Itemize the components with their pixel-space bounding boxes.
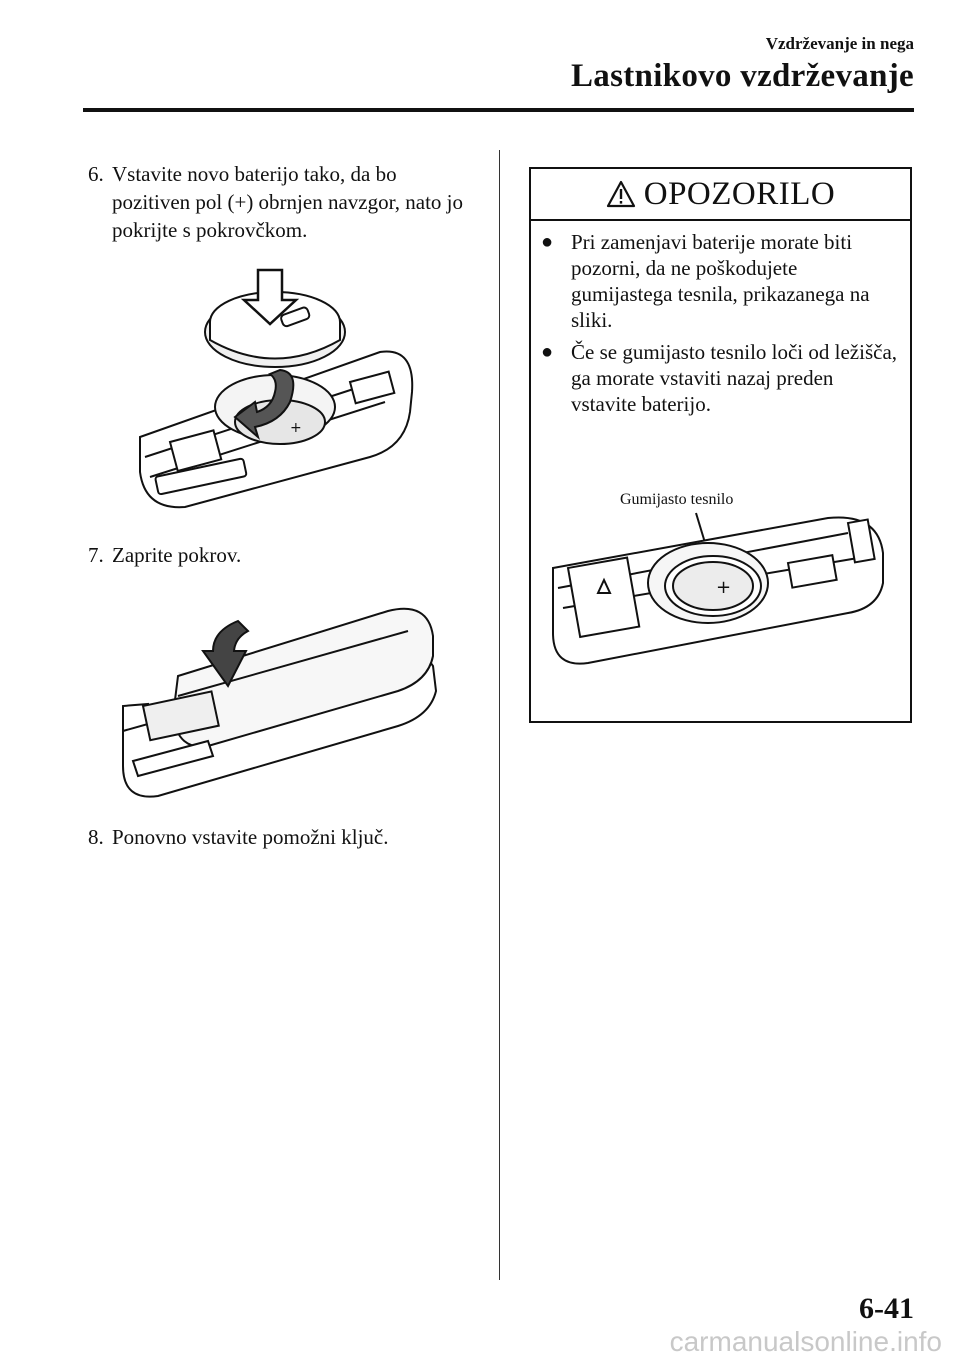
section-name: Vzdrževanje in nega (765, 34, 914, 53)
close-cover-illustration (118, 596, 438, 801)
rubber-seal-illustration (548, 508, 888, 668)
step-text: Ponovno vstavite pomožni ključ. (112, 825, 389, 849)
svg-text:+: + (716, 577, 732, 598)
warning-bullet (541, 339, 901, 417)
step-8 (88, 823, 478, 851)
header-divider (83, 108, 914, 112)
warning-title: OPOZORILO (643, 175, 836, 212)
battery-insert-illustration (130, 262, 420, 512)
page-title: Lastnikovo vzdrževanje (571, 58, 914, 94)
bullet-icon: ● (541, 341, 554, 363)
warning-header (531, 169, 910, 221)
seal-callout-label: Gumijasto tesnilo (620, 491, 734, 508)
watermark: carmanualsonline.info (669, 1326, 942, 1357)
bullet-text: Pri zamenjavi baterije morate biti pozorni, da ne poškodujete gumijastega tesnila, prikazanega na sliki. (571, 230, 870, 332)
bullet-text: Če se gumijasto tesnilo loči od ležišča, ga morate vstaviti nazaj preden vstavite baterijo. (571, 340, 898, 416)
bullet-icon: ● (541, 231, 554, 253)
step-7 (88, 541, 478, 569)
step-text: Vstavite novo baterijo tako, da bo pozitiven pol (+) obrnjen navzgor, nato jo pokrijte s pokrovčkom. (112, 162, 463, 242)
page-number: 6-41 (859, 1292, 914, 1325)
step-number: 6. (88, 162, 104, 186)
step-number: 8. (88, 825, 104, 849)
svg-text:+: + (290, 420, 302, 436)
warning-triangle-icon (606, 180, 636, 208)
step-text: Zaprite pokrov. (112, 543, 242, 567)
step-number: 7. (88, 543, 104, 567)
step-6 (88, 160, 478, 244)
warning-bullet (541, 229, 901, 333)
column-divider (499, 150, 500, 1280)
